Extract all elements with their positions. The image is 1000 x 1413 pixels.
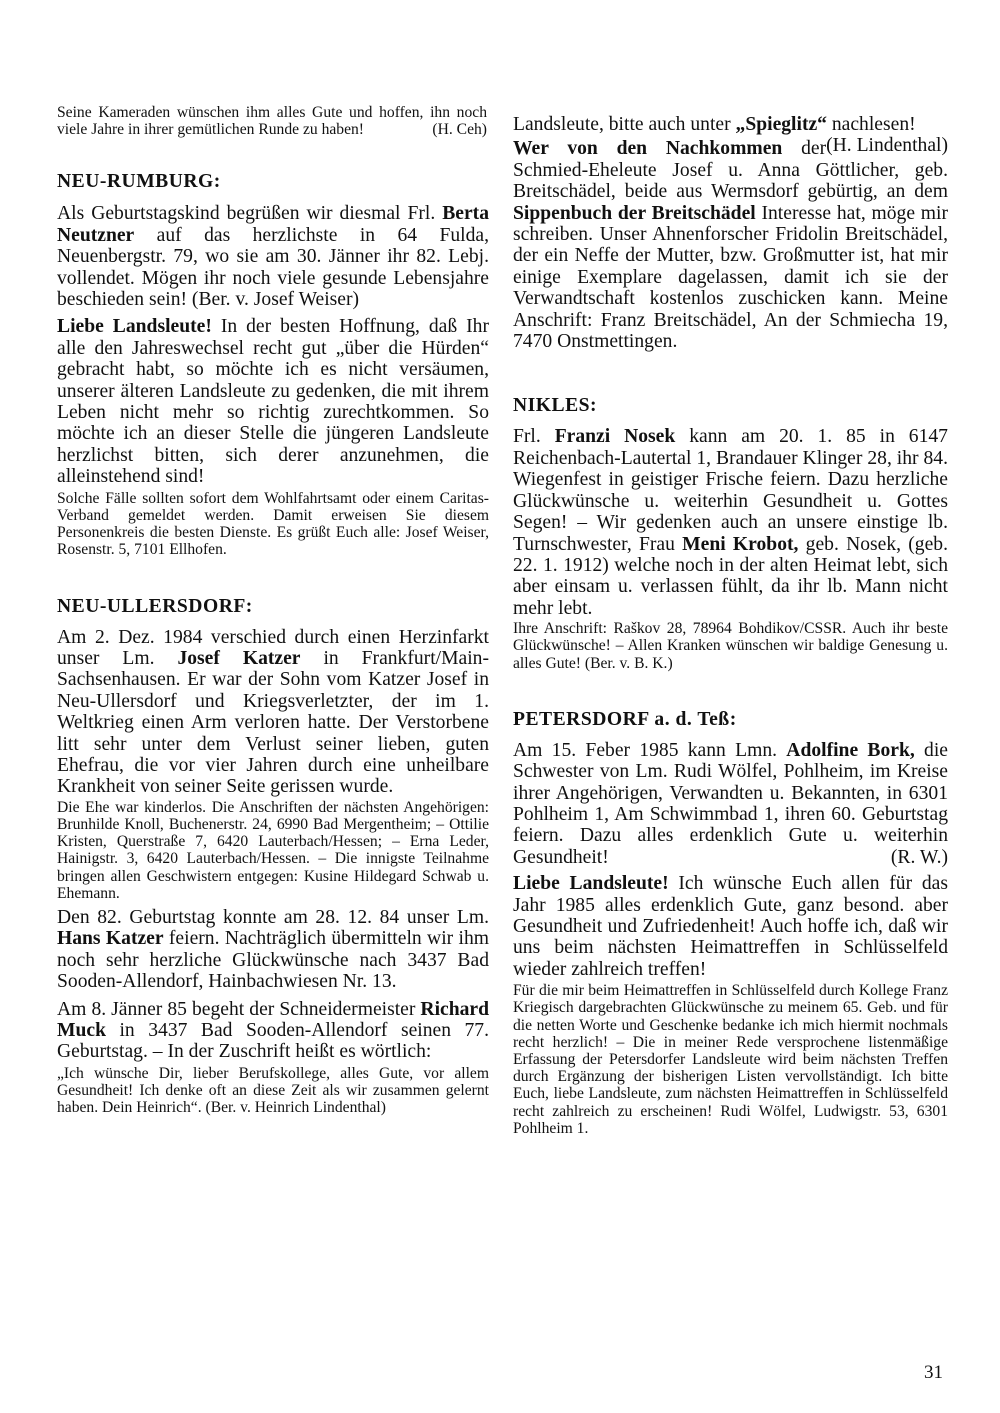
quote-paragraph: „Ich wünsche Dir, lieber Berufskollege, alles Gute, vor allem Gesundheit! Ich denke oft an diese Zeit als wir zusammen gelernt haben. Dein Heinrich“. (Ber. v. Heinrich Lindenthal)	[57, 1064, 489, 1117]
obituary-paragraph: Am 2. Dez. 1984 verschied durch einen Herzinfarkt unser Lm. Josef Katzer in Frankfurt/Main-Sachsenhausen. Er war der Sohn vom Katzer Josef in Neu-Ullersdorf und Kriegsverletzter, der im 1. Weltkrieg einen Arm verloren hatte. Der Verstorbene litt sehr unter dem Verlust seiner lieben, guten Ehefrau, die vor vier Jahren durch eine unheilbare Krankheit von seiner Seite gerissen wurde.	[57, 626, 489, 798]
left-column	[57, 104, 489, 1116]
person-name: Richard Muck	[57, 998, 489, 1041]
person-name: Hans Katzer	[57, 928, 164, 950]
signature: (R. W.)	[890, 846, 948, 868]
birthday-paragraph: Am 15. Feber 1985 kann Lmn. Adolfine Bork, die Schwester von Lm. Rudi Wölfel, Pohlheim, im Kreise ihrer Angehörigen, Verwandten u. Bekannten, in 6301 Pohlheim 1, Am Schwimmbad 1, ihren 60. Geburtstag feiern. Dazu alles erdenklich Gute u. weiterhin Gesundheit! (R. W.)	[513, 739, 948, 868]
book-title: Sippenbuch der Breitschädel	[513, 202, 756, 224]
thanks-note: Für die mir beim Heimattreffen in Schlüsselfeld durch Kollege Franz Kriegisch dargebrachten Glückwünsche zu meinem 65. Geb. und für die netten Worte und Geschenke bedanke ich mich hiermit nochmals recht herzlich! – Die in meiner Rede versprochene listenmäßige Erfassung der Petersdorfer Landsleute wird beim nächsten Treffen durch Ergänzung der bisherigen Listen vervollständigt. Ich bitte Euch, liebe Landsleute, zum nächsten Heimattreffen in Schlüsselfeld recht zahlreich zu erscheinen! Rudi Wölfel, Ludwigstr. 53, 6301 Pohlheim 1.	[513, 982, 948, 1137]
signature: (H. Lindenthal)	[826, 135, 948, 157]
signature: (H. Ceh)	[432, 121, 487, 139]
greeting-paragraph: Liebe Landsleute! Ich wünsche Euch allen für das Jahr 1985 alles erdenklich Gute, ganz besond. aber Gesundheit und Zufriedenheit! Auch hoffe ich, daß wir uns beim nächsten Heimattreffen in Schlüsselfeld wieder zahlreich treffen!	[513, 873, 948, 980]
spieglitz-paragraph: Landsleute, bitte auch unter „Spieglitz“ nachlesen! (H. Lindenthal)	[513, 114, 948, 157]
address-note: Ihre Anschrift: Raškov 28, 78964 Bohdikov/CSSR. Auch ihr beste Glückwünsche! – Allen Kranken wünschen wir baldige Genesung u. alles Gute! (Ber. v. B. K.)	[513, 620, 948, 672]
section-heading-petersdorf: PETERSDORF a. d. Teß:	[513, 708, 737, 730]
place-name: „Spieglitz“	[735, 114, 827, 135]
relatives-note: Die Ehe war kinderlos. Die Anschriften der nächsten Angehörigen: Brunhilde Knoll, Buchenerstr. 24, 6990 Bad Mergentheim; – Ottilie Kristen, Querstraße 7, 6420 Lauterbach/Hessen; – Erna Leder, Hainigstr. 3, 6420 Lauterbach/Hessen. – Die innigste Teilnahme bringen allen Geschwistern entgegen: Kusine Hildegard Schwab u. Ehemann.	[57, 798, 489, 902]
appeal-paragraph: Liebe Landsleute! In der besten Hoffnung, daß Ihr alle den Jahreswechsel recht gut „über die Hürden“ gebracht habt, so möchte ich es nicht versäumen, unserer älteren Landsleute zu gedenken, die mit ihrem Leben nicht mehr so richtig zurechtkommen. So möchte ich an dieser Stelle die jüngeren Landsleute herzlichst bitten, sich derer anzunehmen, die alleinstehend sind!	[57, 316, 489, 488]
greeting: Liebe Landsleute!	[513, 873, 669, 895]
page-number: 31	[924, 1362, 943, 1383]
lead-phrase: Wer von den Nachkommen	[513, 138, 783, 160]
person-name: Adolfine Bork,	[786, 739, 915, 761]
birthday-paragraph: Den 82. Geburtstag konnte am 28. 12. 84 unser Lm. Hans Katzer feiern. Nachträglich übermitteln wir ihm noch sehr herzliche Glückwünsche nach 3437 Bad Sooden-Allendorf, Hainbachwiesen Nr. 13.	[57, 906, 489, 993]
section-heading-nikles: NIKLES:	[513, 395, 598, 417]
section-heading-neu-ullersdorf: NEU-ULLERSDORF:	[57, 595, 253, 617]
person-name: Meni Krobot,	[682, 533, 799, 555]
genealogy-paragraph: Wer von den Nachkommen der Schmied-Eheleute Josef u. Anna Göttlicher, geb. Breitschädel, beide aus Wermsdorf gebürtig, an dem Sippenbuch der Breitschädel Interesse hat, möge mir schreiben. Unser Ahnenforscher Fridolin Breitschädel, der ein Neffe der Mutter, bzw. Großmutter ist, hat mir einige Exemplare dagelassen, damit ich sie der Verwandtschaft kostenlos zuschicken kann. Meine Anschrift: Franz Breitschädel, An der Schmiecha 19, 7470 Onstmettingen.	[513, 138, 948, 353]
birthday-paragraph: Als Geburtstagskind begrüßen wir diesmal Frl. Berta Neutzner auf das herzlichste in 64 Fulda, Neuenbergstr. 79, wo sie am 30. Jänner ihr 82. Lebj. vollendet. Mögen ihr noch viele gesunde Lebensjahre beschieden sein! (Ber. v. Josef Weiser)	[57, 203, 489, 311]
birthday-paragraph: Frl. Franzi Nosek kann am 20. 1. 85 in 6147 Reichenbach-Lautertal 1, Brandauer Klinger 28, ihr 84. Wiegenfest in geistiger Frische feiern. Dazu herzliche Glückwünsche u. weiterhin Gesundheit u. Gottes Segen! – Wir gedenken auch an unsere einstige lb. Turnschwester, Frau Meni Krobot, geb. Nosek, (geb. 22. 1. 1912) welche noch in der alten Heimat lebt, sich aber einsam u. verlassen fühlt, da ihr lb. Mann nicht mehr lebt.	[513, 426, 948, 619]
person-name: Berta Neutzner	[57, 203, 489, 246]
greeting: Liebe Landsleute!	[57, 316, 212, 338]
person-name: Josef Katzer	[177, 647, 301, 669]
person-name: Franzi Nosek	[554, 426, 676, 448]
section-heading-neu-rumburg: NEU-RUMBURG:	[57, 171, 221, 193]
kameraden-paragraph: Seine Kameraden wünschen ihm alles Gute und hoffen, ihn noch viele Jahre in ihrer gemütlichen Runde zu haben! (H. Ceh)	[57, 104, 487, 139]
welfare-note: Solche Fälle sollten sofort dem Wohlfahrtsamt oder einem Caritas-Verband gemeldet werden. Damit erweisen Sie diesem Personenkreis die besten Dienste. Es grüßt Euch alle: Josef Weiser, Rosenstr. 5, 7101 Ellhofen.	[57, 489, 489, 559]
right-column	[513, 114, 948, 1137]
birthday-paragraph: Am 8. Jänner 85 begeht der Schneidermeister Richard Muck in 3437 Bad Sooden-Allendorf seinen 77. Geburtstag. – In der Zuschrift heißt es wörtlich:	[57, 998, 489, 1063]
